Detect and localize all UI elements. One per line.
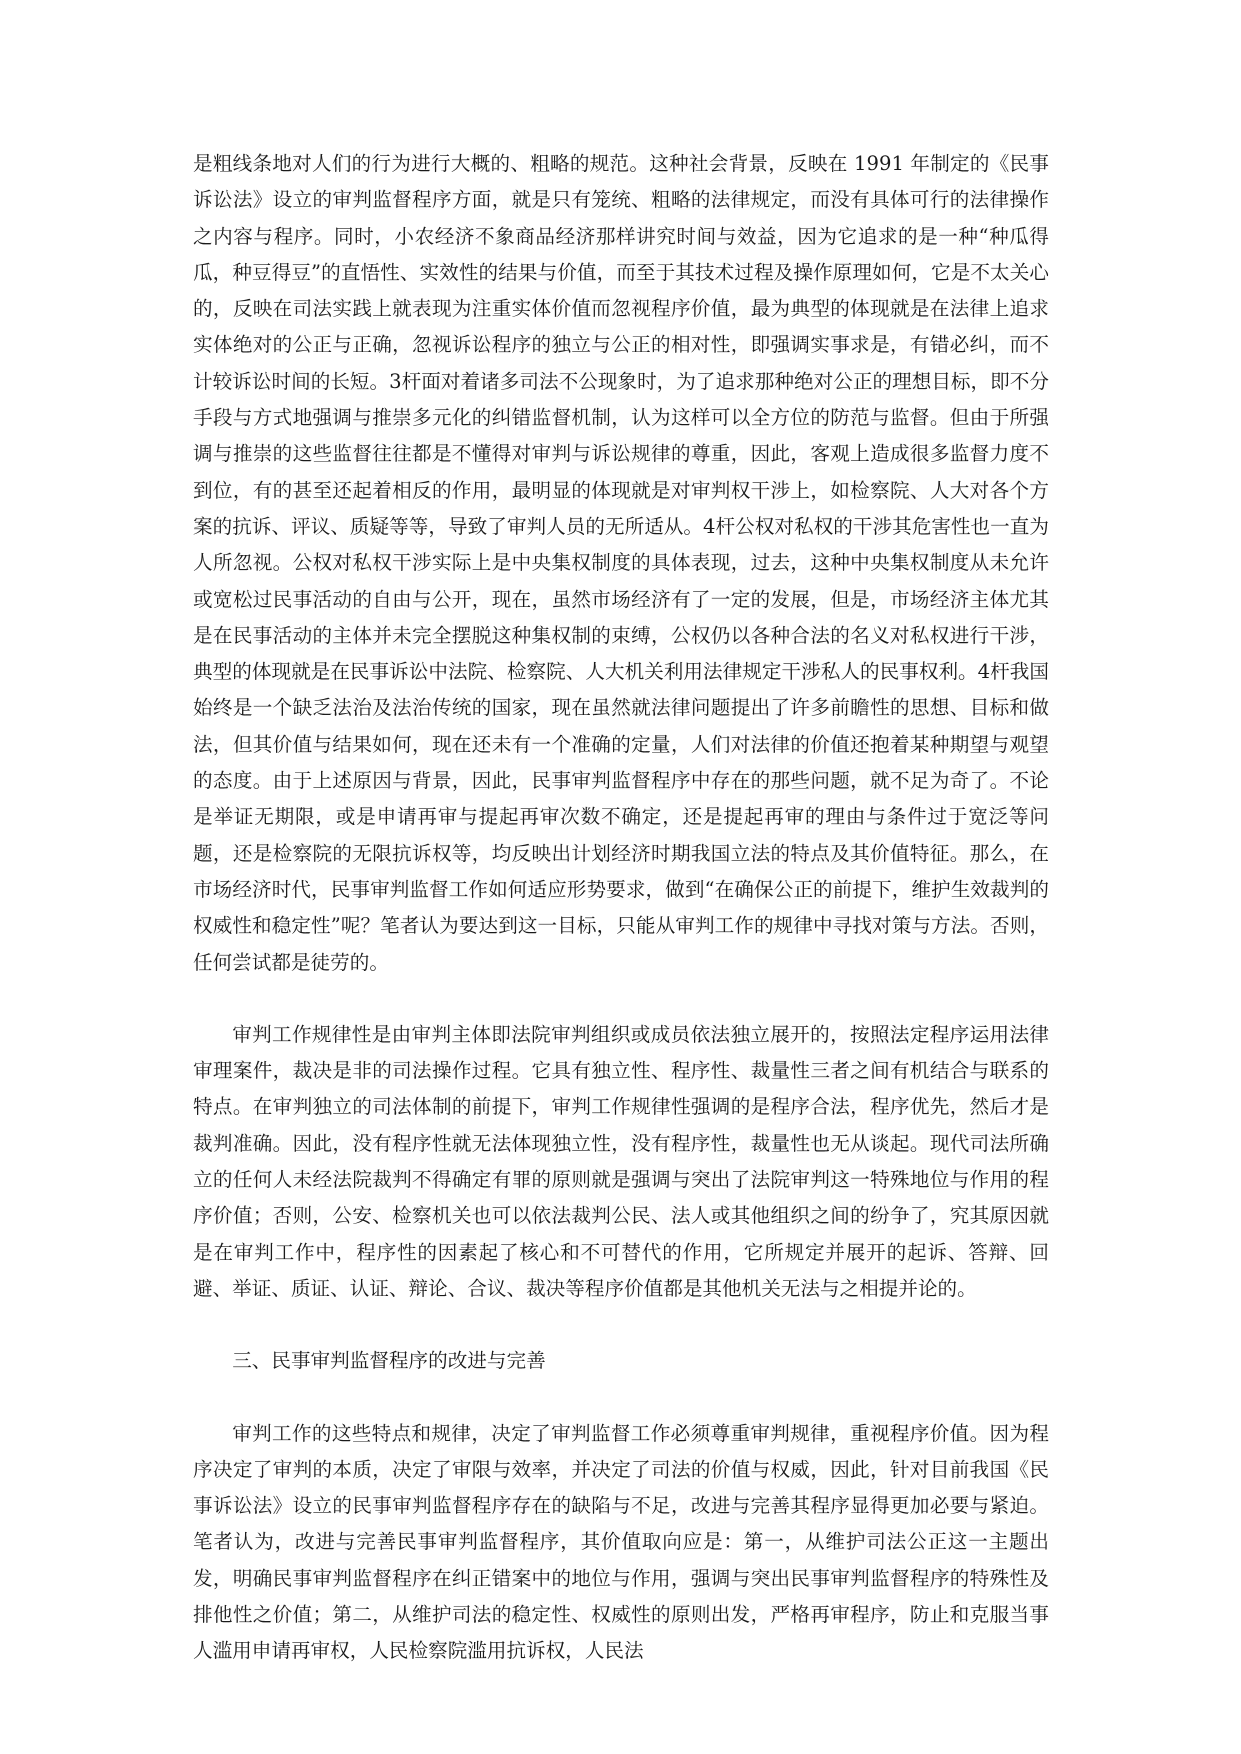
body-paragraph-2: 审判工作规律性是由审判主体即法院审判组织或成员依法独立展开的，按照法定程序运用法律审理案件，裁决是非的司法操作过程。它具有独立性、程序性、裁量性三者之间有机结合与联系的特点。在审判独立的司法体制的前提下，审判工作规律性强调的是程序合法，程序优先，然后才是裁判准确。因此，没有程序性就无法体现独立性，没有程序性，裁量性也无从谈起。现代司法所确立的任何人未经法院裁判不得确定有罪的原则就是强调与突出了法院审判这一特殊地位与作用的程序价值；否则，公安、检察机关也可以依法裁判公民、法人或其他组织之间的纷争了，究其原因就是在审判工作中，程序性的因素起了核心和不可替代的作用，它所规定并展开的起诉、答辩、回避、举证、质证、认证、辩论、合议、裁决等程序价值都是其他机关无法与之相提并论的。: [193, 1022, 1049, 1300]
body-paragraph-3: 审判工作的这些特点和规律，决定了审判监督工作必须尊重审判规律，重视程序价值。因为程序决定了审判的本质，决定了审限与效率，并决定了司法的价值与权威，因此，针对目前我国《民事诉讼法》设立的民事审判监督程序存在的缺陷与不足，改进与完善其程序显得更加必要与紧迫。笔者认为，改进与完善民事审判监督程序，其价值取向应是：第一，从维护司法公正这一主题出发，明确民事审判监督程序在纠正错案中的地位与作用，强调与突出民事审判监督程序的特殊性及排他性之价值；第二，从维护司法的稳定性、权威性的原则出发，严格再审程序，防止和克服当事人滥用申请再审权，人民检察院滥用抗诉权，人民法: [193, 1421, 1049, 1663]
paragraph-gap: [193, 981, 1049, 1017]
section-heading: 三、民事审判监督程序的改进与完善: [232, 1349, 546, 1373]
document-page: [193, 146, 1049, 1670]
body-paragraph-1: 是粗线条地对人们的行为进行大概的、粗略的规范。这种社会背景，反映在 1991 年制定的《民事诉讼法》设立的审判监督程序方面，就是只有笼统、粗略的法律规定，而没有具体可行的法律操作之内容与程序。同时，小农经济不象商品经济那样讲究时间与效益，因为它追求的是一种“种瓜得瓜，种豆得豆”的直悟性、实效性的结果与价值，而至于其技术过程及操作原理如何，它是不太关心的，反映在司法实践上就表现为注重实体价值而忽视程序价值，最为典型的体现就是在法律上追求实体绝对的公正与正确，忽视诉讼程序的独立与公正的相对性，即强调实事求是，有错必纠，而不计较诉讼时间的长短。3杆面对着诸多司法不公现象时，为了追求那种绝对公正的理想目标，即不分手段与方式地强调与推崇多元化的纠错监督机制，认为这样可以全方位的防范与监督。但由于所强调与推崇的这些监督往往都是不懂得对审判与诉讼规律的尊重，因此，客观上造成很多监督力度不到位，有的甚至还起着相反的作用，最明显的体现就是对审判权干涉上，如检察院、人大对各个方案的抗诉、评议、质疑等等，导致了审判人员的无所适从。4杆公权对私权的干涉其危害性也一直为人所忽视。公权对私权干涉实际上是中央集权制度的具体表现，过去，这种中央集权制度从未允许或宽松过民事活动的自由与公开，现在，虽然市场经济有了一定的发展，但是，市场经济主体尤其是在民事活动的主体并未完全摆脱这种集权制的束缚，公权仍以各种合法的名义对私权进行干涉，典型的体现就是在民事诉讼中法院、检察院、人大机关利用法律规定干涉私人的民事权利。4杆我国始终是一个缺乏法治及法治传统的国家，现在虽然就法律问题提出了许多前瞻性的思想、目标和做法，但其价值与结果如何，现在还未有一个准确的定量，人们对法律的价值还抱着某种期望与观望的态度。由于上述原因与背景，因此，民事审判监督程序中存在的那些问题，就不足为奇了。不论是举证无期限，或是申请再审与提起再审次数不确定，还是提起再审的理由与条件过于宽泛等问题，还是检察院的无限抗诉权等，均反映出计划经济时期我国立法的特点及其价值特征。那么，在市场经济时代，民事审判监督工作如何适应形势要求，做到“在确保公正的前提下，维护生效裁判的权威性和稳定性”呢？笔者认为要达到这一目标，只能从审判工作的规律中寻找对策与方法。否则，任何尝试都是徒劳的。: [193, 152, 1049, 974]
paragraph-gap: [193, 1307, 1049, 1343]
paragraph-gap: [193, 1380, 1049, 1416]
